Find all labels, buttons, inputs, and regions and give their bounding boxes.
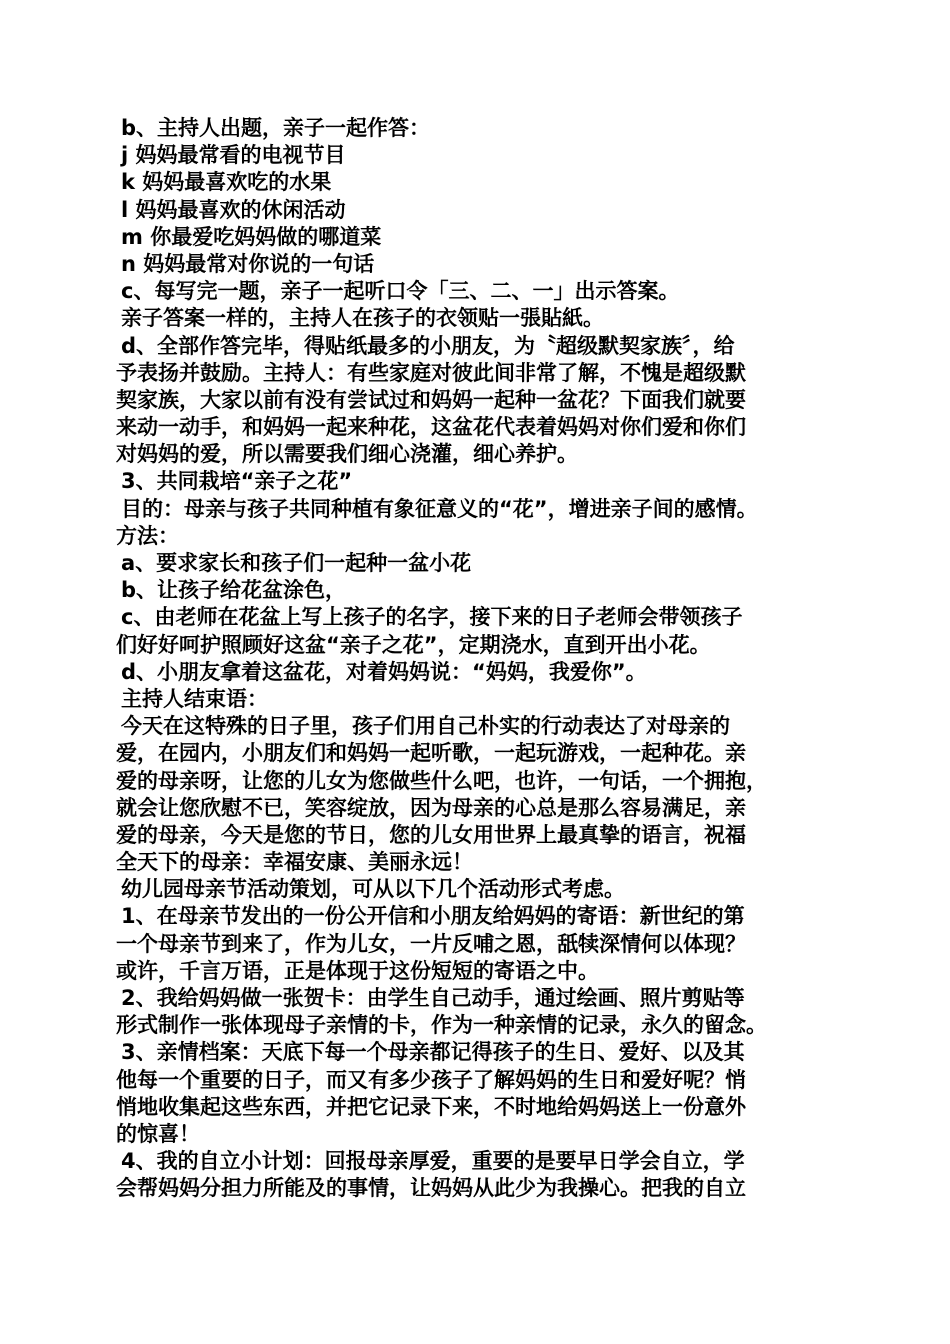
text-line: 对妈妈的爱，所以需要我们细心浇灌，细心养护。 (116, 442, 578, 467)
text-line: 们好好呵护照顾好这盆“亲子之花”，定期浇水，直到开出小花。 (116, 632, 711, 657)
text-line: 予表扬并鼓励。主持人：有些家庭对彼此间非常了解，不愧是超级默 (116, 360, 746, 385)
text-line: 亲子答案一样的，主持人在孩子的衣领贴一張貼紙。 (121, 306, 604, 331)
text-line: 1、在母亲节发出的一份公开信和小朋友给妈妈的寄语：新世纪的第 (121, 904, 745, 929)
text-line: 爱的母亲呀，让您的儿女为您做些什么吧，也许，一句话，一个拥抱， (116, 768, 767, 793)
text-line: 主持人结束语： (121, 686, 268, 711)
text-line: a、要求家长和孩子们一起种一盆小花 (121, 551, 472, 575)
text-line: k 妈妈最喜欢吃的水果 (121, 170, 332, 195)
text-line: 今天在这特殊的日子里，孩子们用自己朴实的行动表达了对母亲的 (121, 714, 730, 739)
text-line: 3、亲情档案：天底下每一个母亲都记得孩子的生日、爱好、以及其 (121, 1040, 745, 1065)
text-line: 2、我给妈妈做一张贺卡：由学生自己动手，通过绘画、照片剪贴等 (121, 986, 745, 1010)
text-line: 就会让您欣慰不已，笑容绽放，因为母亲的心总是那么容易满足，亲 (116, 795, 746, 820)
text-line: n 妈妈最常对你说的一句话 (121, 251, 375, 276)
text-line: b、让孩子给花盆涂色， (121, 578, 347, 603)
text-line: 或许，千言万语，正是体现于这份短短的寄语之中。 (116, 958, 599, 983)
text-line: c、每写完一题，亲子一起听口令「三、二、一」出示答案。 (121, 279, 680, 304)
text-line: d、小朋友拿着这盆花，对着妈妈说：“妈妈，我爱你”。 (121, 659, 647, 684)
text-line: 契家族，大家以前有没有尝试过和妈妈一起种一盆花？下面我们就要 (116, 387, 746, 412)
text-line: 全天下的母亲：幸福安康、美丽永远！ (116, 850, 473, 875)
text-line: 幼儿园母亲节活动策划，可从以下几个活动形式考虑。 (121, 877, 625, 902)
text-line: 3、共同栽培“亲子之花” (121, 469, 353, 494)
text-line: 的惊喜！ (116, 1121, 200, 1146)
text-line: 一个母亲节到来了，作为儿女，一片反哺之恩，舐犊深情何以体现？ (116, 931, 746, 956)
text-line: l 妈妈最喜欢的休闲活动 (121, 197, 346, 222)
text-line: 他每一个重要的日子，而又有多少孩子了解妈妈的生日和爱好呢？悄 (116, 1067, 746, 1092)
text-line: 目的：母亲与孩子共同种植有象征意义的“花”，增进亲子间的感情。 (121, 496, 758, 521)
document-body (116, 115, 840, 1203)
text-line: b、主持人出题，亲子一起作答： (121, 116, 431, 140)
text-line: j 妈妈最常看的电视节目 (121, 143, 346, 168)
text-line: 方法： (116, 523, 179, 548)
text-line: m 你最爱吃妈妈做的哪道菜 (121, 224, 382, 249)
text-line: 形式制作一张体现母子亲情的卡，作为一种亲情的记录，永久的留念。 (116, 1013, 767, 1038)
text-line: d、全部作答完毕，得贴纸最多的小朋友，为〝超级默契家族〞，给 (121, 333, 735, 358)
text-line: 会帮妈妈分担力所能及的事情，让妈妈从此少为我操心。把我的自立 (116, 1176, 746, 1201)
text-line: c、由老师在花盆上写上孩子的名字，接下来的日子老师会带领孩子 (121, 605, 743, 630)
text-line: 4、我的自立小计划：回报母亲厚爱，重要的是要早日学会自立，学 (121, 1149, 745, 1174)
text-line: 悄地收集起这些东西，并把它记录下来，不时地给妈妈送上一份意外 (116, 1094, 746, 1119)
text-line: 爱，在园内，小朋友们和妈妈一起听歌，一起玩游戏，一起种花。亲 (116, 741, 746, 766)
text-line: 爱的母亲，今天是您的节日，您的儿女用世界上最真挚的语言，祝福 (116, 822, 746, 847)
text-line: 来动一动手，和妈妈一起来种花，这盆花代表着妈妈对你们爱和你们 (116, 415, 746, 440)
